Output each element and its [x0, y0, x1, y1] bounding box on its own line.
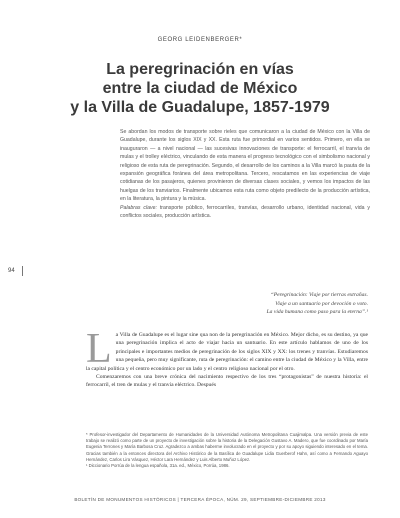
author-name: GEORG LEIDENBERGER*	[157, 37, 243, 43]
footnotes	[86, 432, 368, 469]
footnote: ¹ Diccionario Porrúa de la lengua española, 31a. ed., México, Porrúa, 1986.	[86, 463, 230, 469]
abstract	[120, 128, 370, 220]
keywords	[120, 204, 370, 221]
page-number-divider	[22, 266, 23, 276]
title-line: y la Villa de Guadalupe, 1857-1979	[70, 99, 330, 116]
drop-cap: L	[86, 326, 112, 372]
article-title	[0, 60, 400, 117]
title-line: entre la ciudad de México	[102, 80, 298, 97]
keywords-text: transporte público, ferrocarriles, tranvías, desarrollo urbano, identidad nacional, vida y conflictos sociales, producción artística.	[120, 204, 371, 220]
epigraph	[198, 291, 368, 317]
body-paragraph: a Villa de Guadalupe es el lugar sine qua non de la peregrinación en México. Mejor dicho, es su destino, ya que una peregrinación implica el acto de viajar hacia un santuario. En este artículo hablamos de uno de los principales e importantes medios de peregrinación de los siglos XIX y XX: los trenes y tranvías. Estudiaremos una pequeña, pero muy significante, ruta de peregrinación: el camino entre la ciudad de México y la Villa, entre la capital política y el centro económico por un lado y el centro religioso nacional por el otro.	[86, 332, 368, 372]
epigraph-line: “Peregrinación: Viaje por tierras extrañas.	[270, 292, 368, 298]
journal-footer: BOLETÍN DE MONUMENTOS HISTÓRICOS | TERCERA ÉPOCA, NÚM. 29, SEPTIEMBRE-DICIEMBRE 2013	[74, 497, 326, 502]
page-number: 94	[8, 268, 15, 274]
epigraph-line: La vida humana como paso para la eterna”.¹	[266, 309, 368, 316]
body-paragraph: Comenzaremos con una breve crónica del nacimiento respectivo de los tres “protagonistas” de nuestra historia: el ferrocarril, el tren de mulas y el tranvía eléctrico. Después	[86, 374, 368, 389]
epigraph-line: Viaje a un santuario por devoción o voto.	[275, 300, 368, 307]
article-body	[86, 326, 368, 390]
keywords-label: Palabras clave:	[120, 204, 157, 211]
footnote: * Profesor-investigador del Departamento de Humanidades de la Universidad Autónoma Metropolitana Cuajimalpa. Una versión previa de este trabajo se realizó como parte de un proyecto de investigación sobre la historia de la Delegación Gustavo A. Madero, que fue coordinado por María Eugenia Terrones y María Barbosa Cruz. Agradezco a ambas haberme involucrado en el proyecto y por su apoyo siguiendo interesado en el tema. Gracias también a la entonces directora del Archivo Histórico de la Basílica de Guadalupe Lidia Guerberof Hahn, así como a Fernando Aguayo Hernández, Carlos Lira Vásquez, Héctor Lara Hernández y Luis Alberto Muñoz López.	[86, 432, 368, 462]
abstract-text: Se abordan los modos de transporte sobre rieles que comunicaron a la ciudad de México con la Villa de Guadalupe, durante los siglos XIX y XX. Esta ruta fue primordial en varios sentidos. Primero, en ella se inauguraron — a nivel nacional — las sucesivas innovaciones de transporte: el ferrocarril, el tranvía de mulas y el trolley eléctrico, vinculando de esta manera el progreso tecnológico con el simbolismo nacional y religioso de esta ruta de peregrinación. Segundo, el desarrollo de los caminos a la Villa marcó la pauta de la expansión geográfica foránea del área metropolitana. Tercero, rescatamos en las experiencias de viaje cotidianas de los pasajeros, quienes provinieron de diversas clases sociales, y vemos los impactos de las huelgas de los tranviarios. Finalmente ubicamos esta ruta como objeto predilecto de la producción artística, en la literatura, la pintura y la música.	[120, 129, 370, 203]
title-line: La peregrinación en vías	[106, 61, 294, 78]
